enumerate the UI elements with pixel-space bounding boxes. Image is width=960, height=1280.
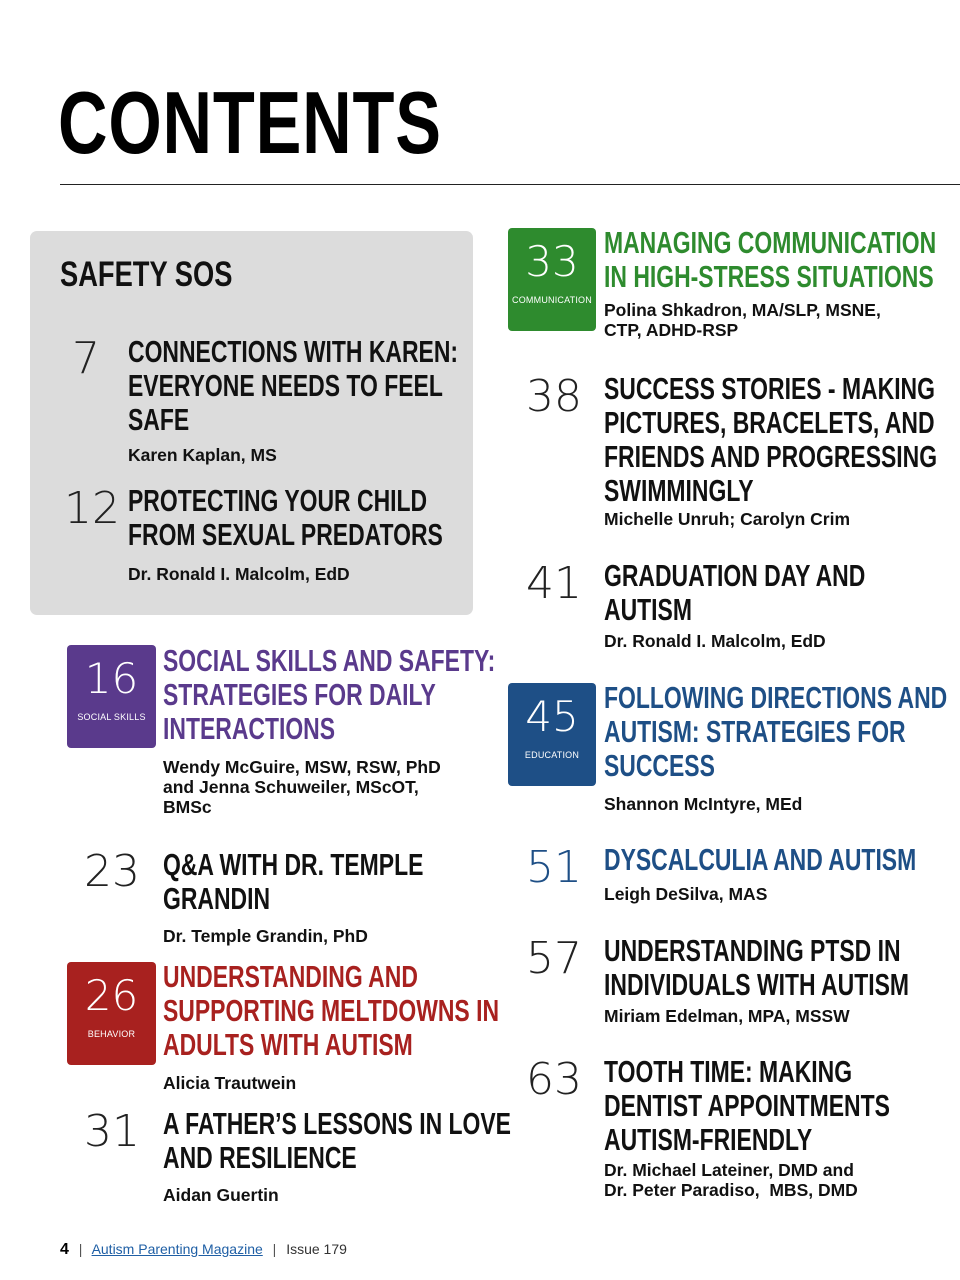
page-number: 12: [64, 483, 120, 534]
page-number: 63: [526, 1054, 582, 1105]
page-title: CONTENTS: [58, 73, 442, 172]
article-author: Polina Shkadron, MA/SLP, MSNE, CTP, ADHD-RSP: [604, 300, 881, 340]
article-title[interactable]: UNDERSTANDING AND SUPPORTING MELTDOWNS IN ADULTS WITH AUTISM: [163, 959, 500, 1062]
footer-separator: |: [272, 1241, 277, 1257]
safety-sos-heading: SAFETY SOS: [60, 255, 233, 294]
title-divider: [60, 184, 960, 185]
article-title[interactable]: Q&A WITH DR. TEMPLE GRANDIN: [163, 847, 424, 916]
article-author: Miriam Edelman, MPA, MSSW: [604, 1006, 850, 1026]
article-title[interactable]: GRADUATION DAY AND AUTISM: [604, 558, 866, 627]
article-author: Dr. Temple Grandin, PhD: [163, 926, 368, 946]
article-title[interactable]: CONNECTIONS WITH KAREN: EVERYONE NEEDS TO FEEL SAFE: [128, 334, 459, 437]
article-author: Dr. Michael Lateiner, DMD and Dr. Peter Paradiso, MBS, DMD: [604, 1160, 858, 1200]
page-number: 51: [526, 842, 582, 893]
article-title[interactable]: DYSCALCULIA AND AUTISM: [604, 842, 917, 877]
article-author: Dr. Ronald I. Malcolm, EdD: [128, 564, 350, 584]
article-title[interactable]: FOLLOWING DIRECTIONS AND AUTISM: STRATEGIES FOR SUCCESS: [604, 680, 948, 783]
page-footer: [60, 1240, 347, 1259]
article-author: Shannon McIntyre, MEd: [604, 794, 803, 814]
issue-number: Issue 179: [286, 1241, 347, 1257]
footer-page-number: 4: [60, 1241, 69, 1258]
article-title[interactable]: MANAGING COMMUNICATION IN HIGH-STRESS SITUATIONS: [604, 225, 937, 294]
article-author: Wendy McGuire, MSW, RSW, PhD and Jenna Schuweiler, MScOT, BMSc: [163, 757, 441, 817]
page-number: 38: [526, 371, 582, 422]
page-number: 41: [526, 558, 582, 609]
article-author: Karen Kaplan, MS: [128, 445, 277, 465]
article-author: Michelle Unruh; Carolyn Crim: [604, 509, 851, 529]
article-title[interactable]: TOOTH TIME: MAKING DENTIST APPOINTMENTS AUTISM-FRIENDLY: [604, 1054, 890, 1157]
article-title[interactable]: SUCCESS STORIES - MAKING PICTURES, BRACELETS, AND FRIENDS AND PROGRESSING SWIMMINGLY: [604, 371, 938, 508]
article-author: Leigh DeSilva, MAS: [604, 884, 768, 904]
article-author: Aidan Guertin: [163, 1185, 279, 1205]
page-number: 7: [72, 333, 100, 384]
article-author: Dr. Ronald I. Malcolm, EdD: [604, 631, 826, 651]
article-author: Alicia Trautwein: [163, 1073, 297, 1093]
article-title[interactable]: UNDERSTANDING PTSD IN INDIVIDUALS WITH AUTISM: [604, 933, 910, 1002]
article-title[interactable]: A FATHER’S LESSONS IN LOVE AND RESILIENCE: [163, 1106, 511, 1175]
footer-separator: |: [78, 1241, 83, 1257]
magazine-link[interactable]: Autism Parenting Magazine: [91, 1241, 263, 1257]
page-number: 57: [526, 933, 582, 984]
article-title[interactable]: SOCIAL SKILLS AND SAFETY: STRATEGIES FOR DAILY INTERACTIONS: [163, 643, 496, 746]
page-number: 31: [84, 1106, 140, 1157]
page-number: 23: [84, 846, 140, 897]
article-title[interactable]: PROTECTING YOUR CHILD FROM SEXUAL PREDATORS: [128, 483, 443, 552]
category-tag-behavior: 26 BEHAVIOR: [67, 962, 156, 1065]
category-tag-social-skills: 16 SOCIAL SKILLS: [67, 645, 156, 748]
category-tag-communication: 33 COMMUNICATION: [508, 228, 596, 331]
category-tag-education: 45 EDUCATION: [508, 683, 596, 786]
